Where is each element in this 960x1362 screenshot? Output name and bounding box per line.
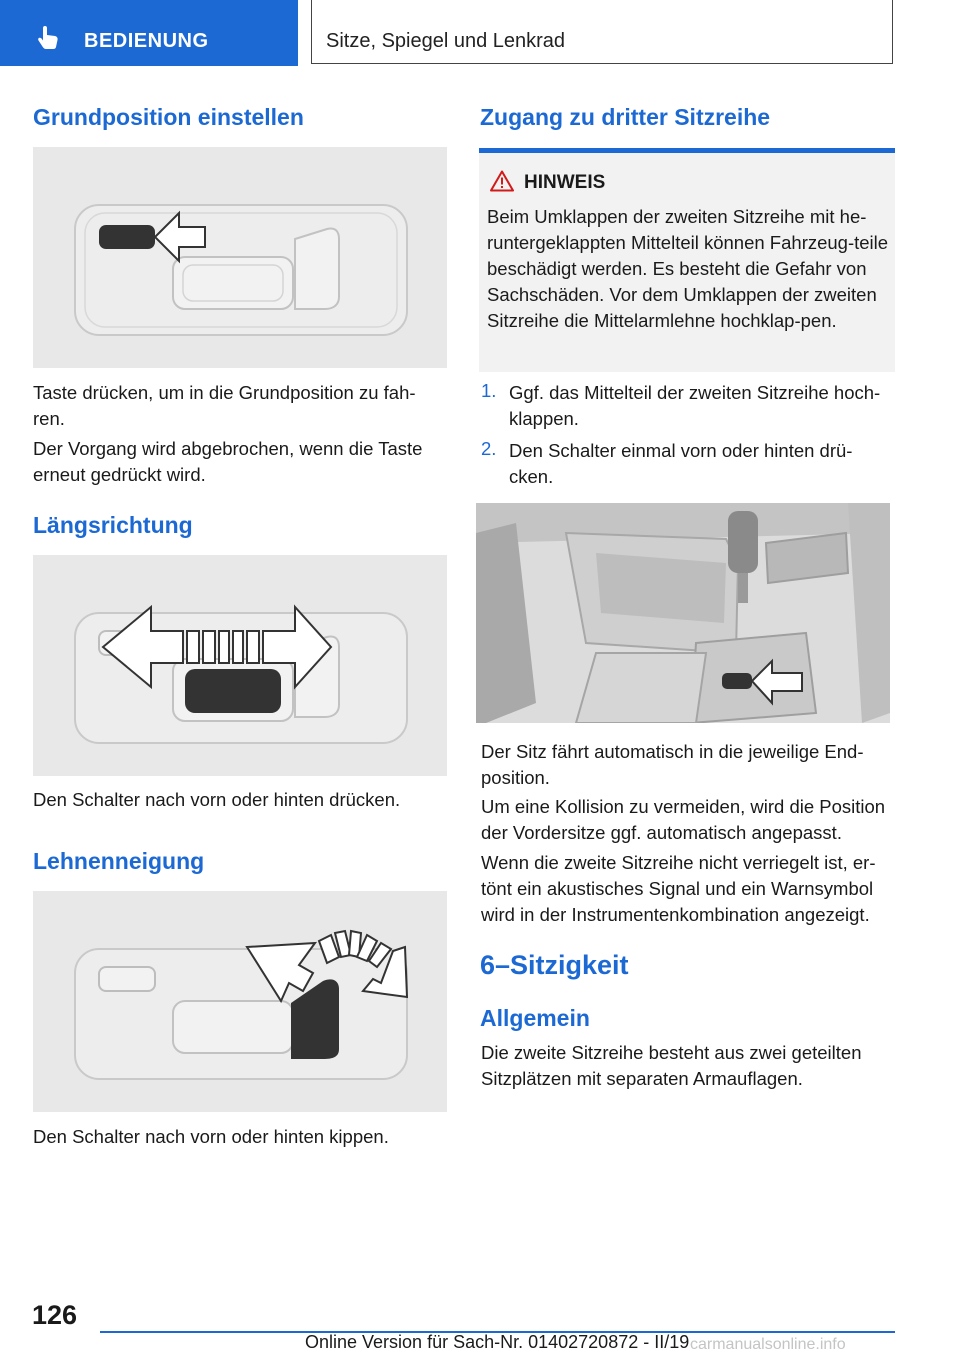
header-section-label: BEDIENUNG bbox=[84, 30, 209, 52]
allgemein-text: Die zweite Sitzreihe besteht aus zwei geteilten Sitzplätzen mit separaten Armauflagen. bbox=[481, 1042, 862, 1089]
watermark: carmanualsonline.info bbox=[690, 1336, 846, 1353]
seat-switch-backrest-illustration bbox=[33, 891, 447, 1112]
zugang-text-3: Wenn die zweite Sitzreihe nicht verriegelt ist, er-tönt ein akustisches Signal und ein Warnsymbol wird in der Instrumentenkombination angezeigt. bbox=[481, 852, 876, 925]
zugang-text-2: Um eine Kollision zu vermeiden, wird die Position der Vordersitze ggf. automatisch angepasst. bbox=[481, 796, 886, 843]
footer-text: Online Version für Sach-Nr. 01402720872 - II/19 bbox=[305, 1332, 690, 1352]
heading-lehnenneigung: Lehnenneigung bbox=[33, 848, 205, 874]
heading-laengsrichtung: Längsrichtung bbox=[33, 512, 193, 538]
step-1-text: Ggf. das Mittelteil der zweiten Sitzreihe hoch-klappen. bbox=[509, 382, 881, 429]
heading-grundposition: Grundposition einstellen bbox=[33, 104, 304, 130]
laengsrichtung-text: Den Schalter nach vorn oder hinten drücken. bbox=[33, 789, 401, 810]
heading-6-sitzigkeit: 6–Sitzigkeit bbox=[480, 950, 629, 980]
hand-pointer-icon bbox=[36, 24, 62, 50]
grundposition-text-1: Taste drücken, um in die Grundposition zu fah-ren. bbox=[33, 382, 416, 429]
hinweis-label: HINWEIS bbox=[524, 172, 606, 193]
seat-switch-longitudinal-illustration bbox=[33, 555, 447, 776]
seat-switch-reset-illustration bbox=[33, 147, 447, 368]
step-1-number: 1. bbox=[481, 380, 497, 401]
page-number: 126 bbox=[32, 1300, 78, 1330]
warning-triangle-icon bbox=[490, 170, 514, 192]
step-2-text: Den Schalter einmal vorn oder hinten drü-cken. bbox=[509, 440, 853, 487]
heading-zugang: Zugang zu dritter Sitzreihe bbox=[480, 104, 771, 130]
step-2-number: 2. bbox=[481, 438, 497, 459]
zugang-text-1: Der Sitz fährt automatisch in die jeweilige End-position. bbox=[481, 741, 864, 788]
header-title: Sitze, Spiegel und Lenkrad bbox=[326, 30, 566, 52]
rear-seat-interior-illustration bbox=[476, 503, 890, 723]
hinweis-text: Beim Umklappen der zweiten Sitzreihe mit he-runtergeklappten Mittelteil können Fahrzeug-teile beschädigt werden. Es besteht die Gefahr von Sachschäden. Vor dem Umklappen der zweiten Sitzreihe die Mittelarmlehne hochklap-pen. bbox=[487, 206, 889, 331]
heading-allgemein: Allgemein bbox=[480, 1005, 590, 1031]
lehnenneigung-text: Den Schalter nach vorn oder hinten kippen. bbox=[33, 1126, 389, 1147]
grundposition-text-2: Der Vorgang wird abgebrochen, wenn die Taste erneut gedrückt wird. bbox=[33, 438, 423, 485]
